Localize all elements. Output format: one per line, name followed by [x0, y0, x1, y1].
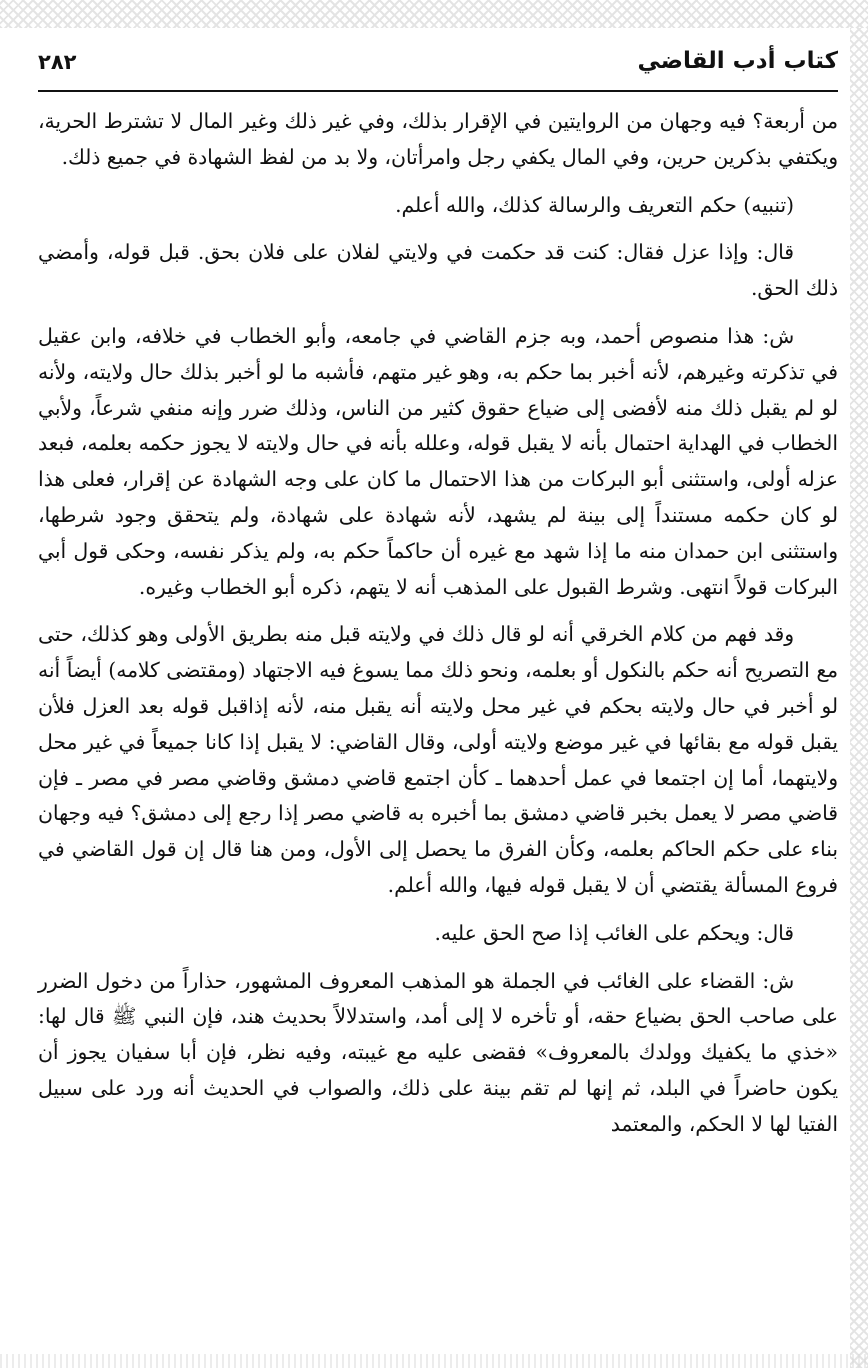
- decorative-bottom-border: [0, 1354, 868, 1368]
- page-header: [38, 44, 838, 92]
- paragraph-4: ش: هذا منصوص أحمد، وبه جزم القاضي في جامعه، وأبو الخطاب في خلافه، وابن عقيل في تذكرته وغيرهم، لأنه أخبر بما حكم به، وهو غير متهم، فأشبه ما لو أخبر بذلك حال ولايته، ولأنه لو لم يقبل ذلك منه لأفضى إلى ضياع حقوق كثير من الناس، وذلك ضرر وإنه منفي شرعاً، ولأبي الخطاب في الهداية احتمال بأنه لا يقبل قوله، وعلله بأنه في حال ولايته لا يجوز حكمه بعلمه، فبعد عزله أولى، واستثنى أبو البركات من هذا الاحتمال ما كان على وجه الشهادة عن إقرار، فعلى هذا لو كان حكمه مستنداً إلى بينة لم يشهد، لأنه شهادة على شهادة، ولم يتحقق وجود شرطها، واستثنى ابن حمدان منه ما إذا شهد مع غيره أن حاكماً حكم به، ولم يذكر نفسه، وحكى قول أبي البركات قولاً انتهى. وشرط القبول على المذهب أنه لا يتهم، ذكره أبو الخطاب وغيره.: [38, 323, 838, 599]
- paragraph-1: من أربعة؟ فيه وجهان من الروايتين في الإقرار بذلك، وفي غير ذلك وغير المال لا تشترط الحرية، ويكتفي بذكرين حرين، وفي المال يكفي رجل وامرأتان، ولا بد من لفظ الشهادة في جميع ذلك.: [38, 109, 838, 169]
- decorative-top-border: [0, 0, 868, 28]
- paragraph-5: وقد فهم من كلام الخرقي أنه لو قال ذلك في ولايته قبل منه بطريق الأولى وهو كذلك، حتى مع التصريح أنه حكم بالنكول أو بعلمه، ونحو ذلك مما يسوغ فيه الاجتهاد (ومقتضى كلامه) أيضاً أنه لو أخبر في حال ولايته بحكم في غير محل ولايته أنه يقبل منه، لأنه إذاقبل قوله بعد العزل فلأن يقبل قوله مع بقائها في غير موضع ولايته أولى، وقال القاضي: لا يقبل إذا كانا جميعاً في غير محل ولايتهما، أما إن اجتمعا في عمل أحدهما ـ كأن اجتمع قاضي دمشق وقاضي مصر في مصر ـ فإن قاضي مصر لا يعمل بخبر قاضي دمشق بما أخبره به قاضي مصر إذا رجع إلى دمشق؟ فيه وجهان بناء على حكم الحاكم بعلمه، وكأن الفرق ما يحصل إلى الأول، ومن هنا قال إن قول القاضي في فروع المسألة يقتضي أن لا يقبل قوله فيها، والله أعلم.: [38, 622, 838, 897]
- page-body: [38, 104, 838, 1155]
- paragraph-7: ش: القضاء على الغائب في الجملة هو المذهب المعروف المشهور، حذاراً من دخول الضرر على صاحب الحق بضياع حقه، أو تأخره لا إلى أمد، واستدلالاً بحديث هند، فإن النبي ﷺ قال لها: «خذي ما يكفيك وولدك بالمعروف» فقضى عليه مع غيبته، وفيه نظر، فإن أبا سفيان يجوز أن يكون حاضراً في البلد، ثم إنها لم تقم بينة على ذلك، والصواب في الحديث أنه ورد على سبيل الفتيا لها لا الحكم، والمعتمد: [38, 968, 838, 1136]
- paragraph-6: قال: ويحكم على الغائب إذا صح الحق عليه.: [434, 920, 794, 945]
- paragraph-2: (تنبيه) حكم التعريف والرسالة كذلك، والله أعلم.: [395, 192, 794, 217]
- page-number: ٢٨٢: [38, 50, 77, 74]
- book-title: كتاب أدب القاضي: [637, 48, 838, 74]
- decorative-side-border: [850, 28, 868, 1368]
- paragraph-3: قال: وإذا عزل فقال: كنت قد حكمت في ولايتي لفلان على فلان بحق. قبل قوله، وأمضي ذلك الحق.: [38, 240, 838, 301]
